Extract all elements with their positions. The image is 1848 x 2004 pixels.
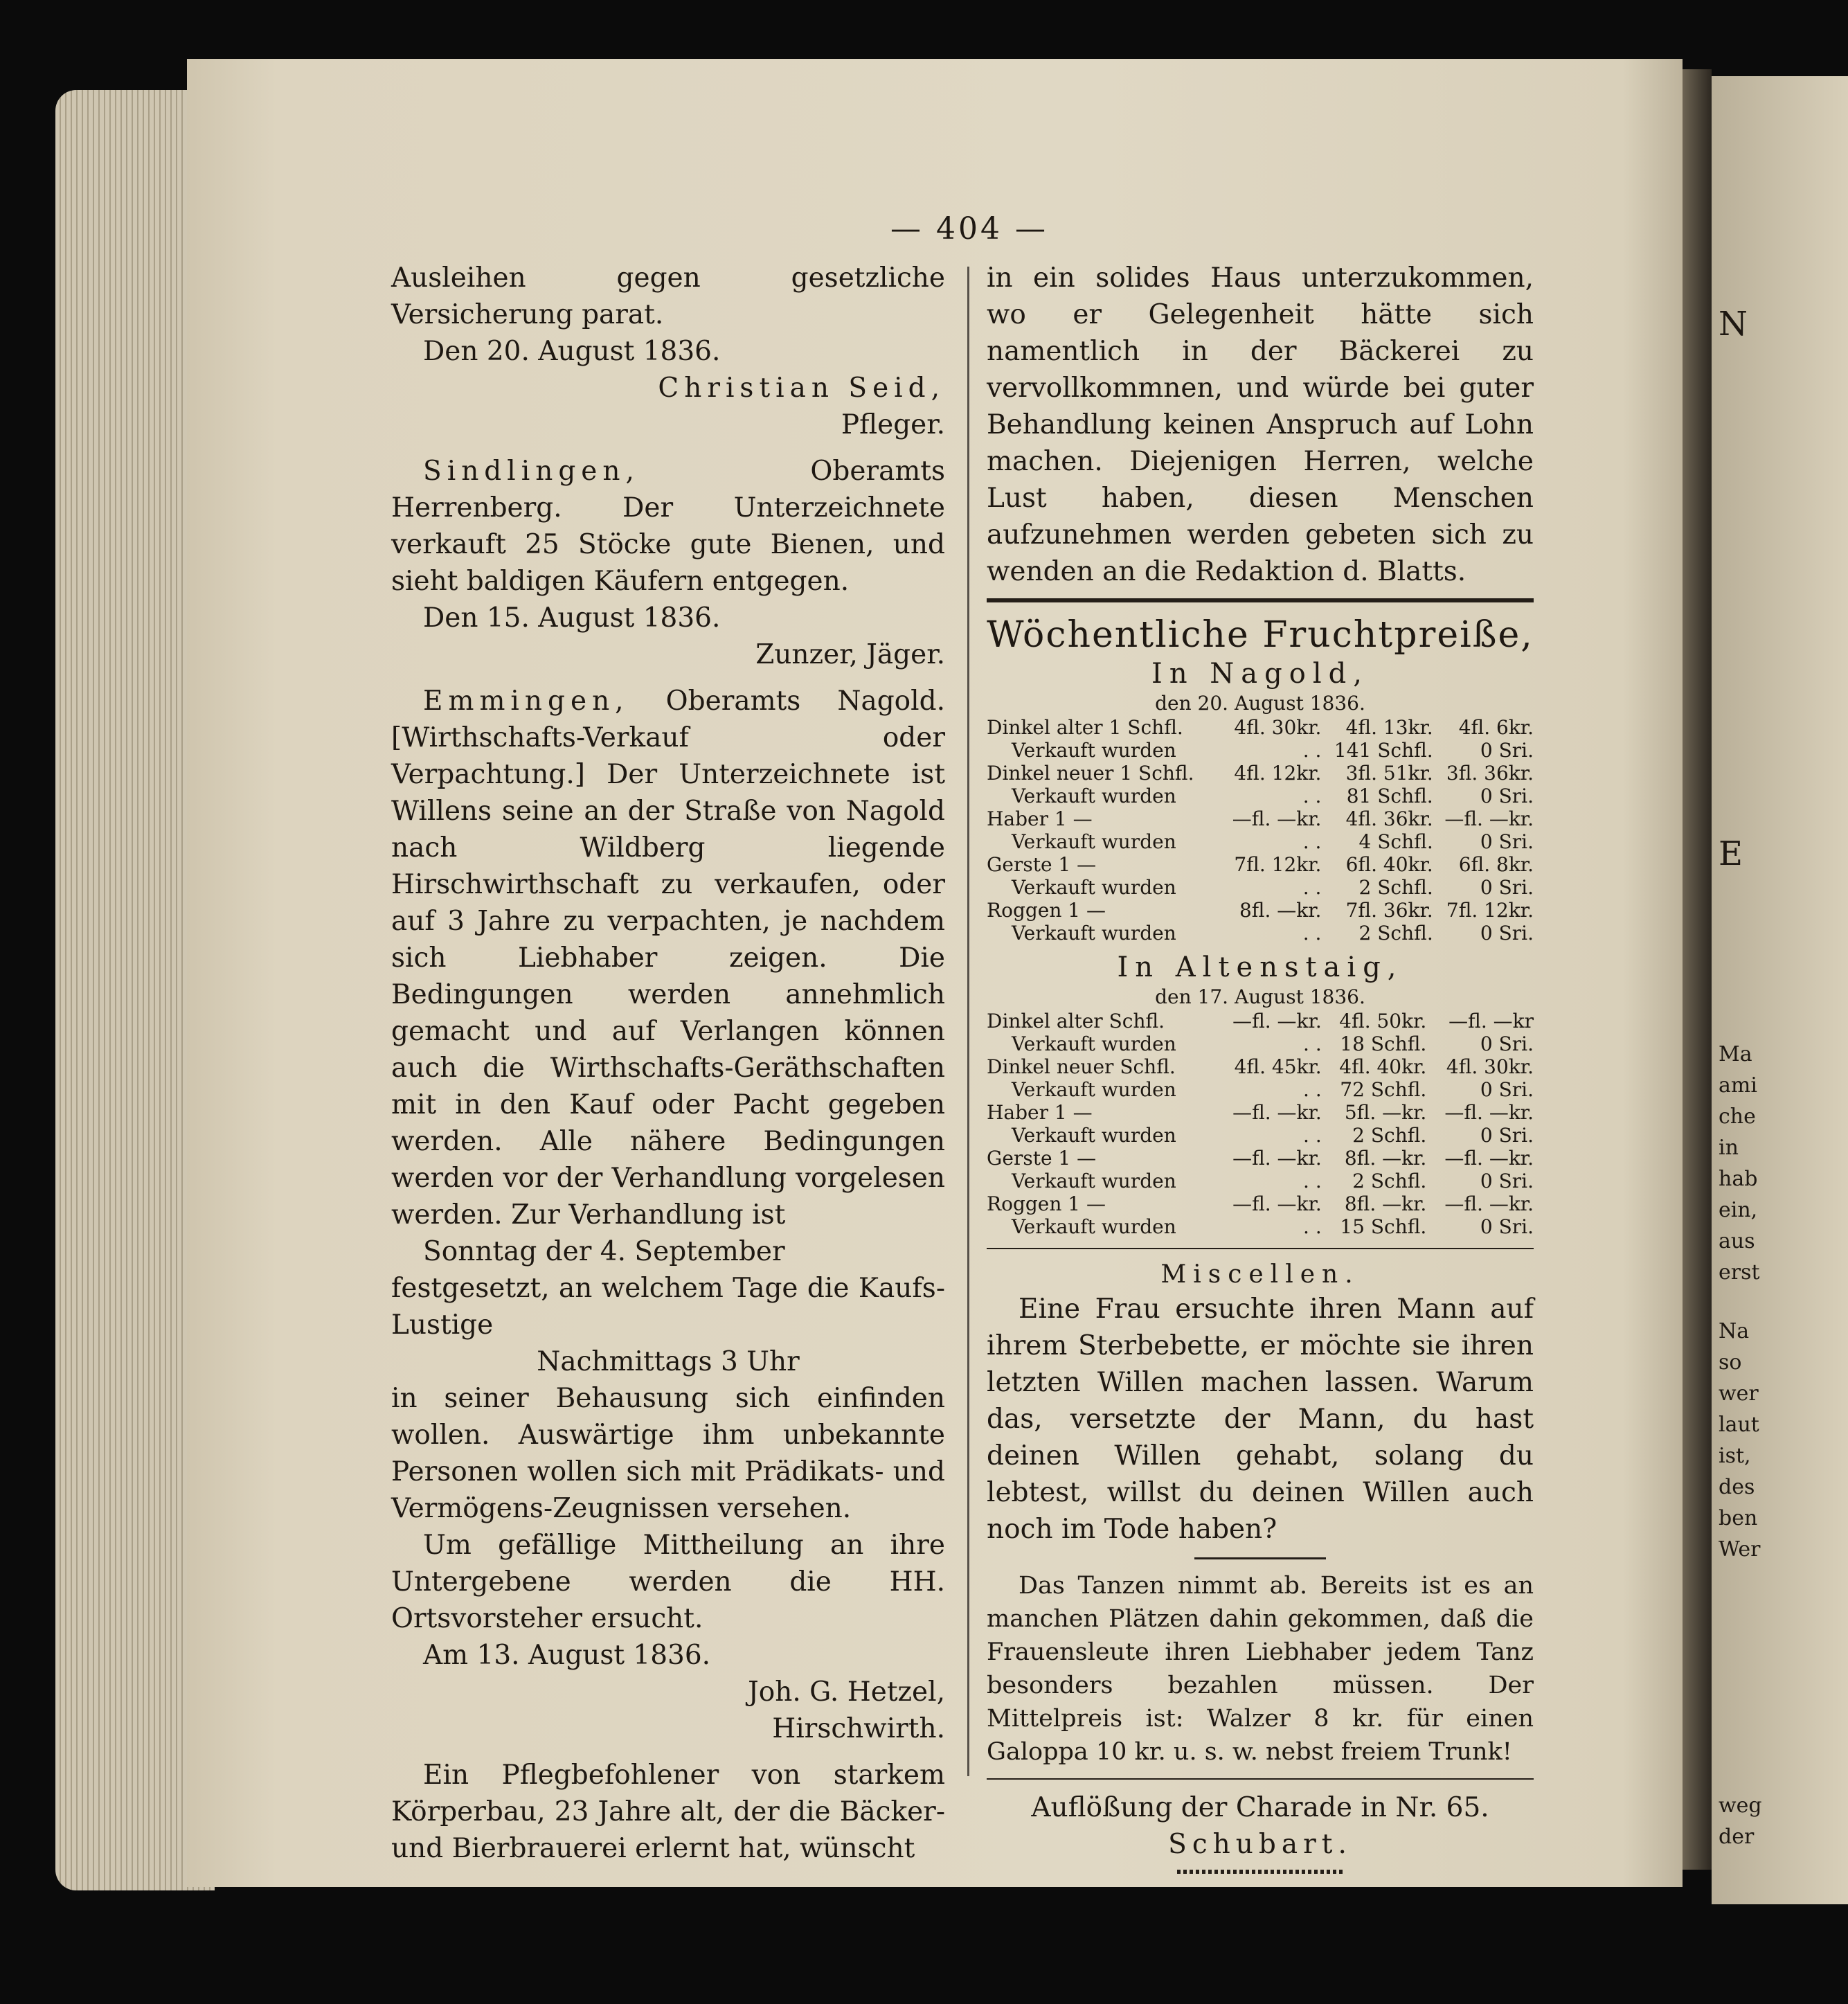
charade-answer: Schubart. — [1168, 1829, 1352, 1860]
price-value: 8fl. —kr. — [1239, 899, 1322, 922]
price-value: 4fl. 13kr. — [1345, 716, 1433, 739]
price-value: —fl. —kr. — [1444, 1101, 1534, 1124]
column-rule — [967, 267, 969, 1776]
next-page-text: E — [1719, 834, 1743, 873]
price-label: Verkauft wurden — [1012, 1170, 1176, 1192]
price-row — [987, 1055, 1534, 1078]
next-page-text: ein, — [1719, 1198, 1758, 1222]
next-page-text: so — [1719, 1350, 1742, 1375]
next-page-text: Ma — [1719, 1042, 1752, 1066]
short-rule — [1194, 1557, 1326, 1559]
next-page-text: hab — [1719, 1167, 1758, 1191]
price-value: . . — [1302, 830, 1322, 853]
next-page-text: laut — [1719, 1413, 1759, 1437]
price-row — [987, 853, 1534, 876]
section-rule — [987, 1248, 1534, 1249]
price-value: 7fl. 12kr. — [1446, 899, 1534, 922]
price-value: 15 Schfl. — [1340, 1215, 1427, 1238]
prices-date: den 20. August 1836. — [1155, 692, 1365, 715]
prices-date: den 17. August 1836. — [1155, 985, 1365, 1008]
price-value: 0 Sri. — [1480, 1124, 1534, 1147]
notice-paragraph — [391, 453, 945, 600]
price-value: 8fl. —kr. — [1344, 1147, 1427, 1170]
price-label: Dinkel alter Schfl. — [987, 1010, 1165, 1032]
price-value: 4fl. 50kr. — [1339, 1010, 1427, 1032]
notice-date: Den 20. August 1836. — [423, 336, 721, 367]
price-label: Verkauft wurden — [1012, 876, 1176, 899]
next-page-text: N — [1719, 305, 1748, 343]
next-page-fragment — [1712, 76, 1848, 1904]
price-value: 4fl. 6kr. — [1458, 716, 1534, 739]
notice-date: Den 15. August 1836. — [423, 602, 721, 634]
price-row — [987, 922, 1534, 945]
price-row — [987, 1170, 1534, 1192]
next-page-text: Na — [1719, 1319, 1750, 1343]
price-value: 4fl. 45kr. — [1234, 1055, 1322, 1078]
price-value: —fl. —kr. — [1232, 807, 1322, 830]
decorative-rule — [1177, 1870, 1343, 1874]
price-value: . . — [1302, 922, 1322, 945]
notice-paragraph — [391, 683, 945, 1233]
price-table-nagold — [987, 716, 1534, 945]
price-label: Verkauft wurden — [1012, 1215, 1176, 1238]
price-value: 2 Schfl. — [1352, 1170, 1427, 1192]
price-row — [987, 1010, 1534, 1032]
price-value: —fl. —kr. — [1232, 1010, 1322, 1032]
notice-line: Um gefällige Mittheilung an ihre Untergebene werden die HH. Ortsvorsteher ersucht. — [391, 1530, 945, 1634]
price-label: Gerste 1 — — [987, 853, 1097, 876]
next-page-text: erst — [1719, 1260, 1760, 1285]
section-rule — [987, 598, 1534, 602]
price-value: —fl. —kr. — [1444, 1192, 1534, 1215]
notice-place: Sindlingen, — [423, 456, 640, 487]
price-value: . . — [1302, 876, 1322, 899]
next-page-text: der — [1719, 1825, 1755, 1849]
price-value: . . — [1303, 1170, 1322, 1192]
notice-text: Oberamts Herrenberg. Der Unterzeichnete verkauft 25 Stöcke gute Bienen, und sieht baldigen Käufern entgegen. — [391, 456, 945, 597]
price-value: 8fl. —kr. — [1344, 1192, 1427, 1215]
misc-heading: Miscellen. — [1160, 1260, 1360, 1289]
next-page-text: ami — [1719, 1073, 1757, 1098]
left-column — [391, 260, 945, 1867]
book-gutter — [1683, 69, 1712, 1870]
misc-paragraph: Eine Frau ersuchte ihren Mann auf ihrem Sterbebette, er möchte sie ihren letzten Willen machen lassen. Warum das, versetzte der Mann, du hast deinen Willen gehabt, solang du lebtest, willst du deinen Willen auch noch im Tode haben? — [987, 1294, 1534, 1545]
price-value: 0 Sri. — [1480, 1078, 1534, 1101]
price-value: 4fl. 12kr. — [1234, 762, 1322, 785]
price-value: 0 Sri. — [1480, 876, 1534, 899]
section-rule — [987, 1778, 1534, 1780]
notice-line: in seiner Behausung sich einfinden wollen. Auswärtige ihm unbekannte Personen wollen sich mit Prädikats- und Vermögens-Zeugnissen versehen. — [391, 1383, 945, 1524]
price-value: . . — [1303, 1124, 1322, 1147]
price-value: 2 Schfl. — [1358, 876, 1433, 899]
price-label: Verkauft wurden — [1012, 1078, 1176, 1101]
next-page-text: wer — [1719, 1381, 1759, 1406]
price-table-altensteig — [987, 1010, 1534, 1238]
price-value: 0 Sri. — [1480, 1170, 1534, 1192]
price-row — [987, 739, 1534, 762]
price-value: . . — [1302, 785, 1322, 807]
page-number: — 404 — — [890, 211, 1048, 247]
notice-paragraph: in ein solides Haus unterzukommen, wo er Gelegenheit hätte sich namentlich in der Bäckerei zu vervollkommnen, und würde bei guter Behandlung keinen Anspruch auf Lohn machen. Diejenigen Herren, welche Lust haben, diesen Menschen aufzunehmen werden gebeten sich zu wenden an die Redaktion d. Blatts. — [987, 262, 1534, 587]
price-value: 0 Sri. — [1480, 1032, 1534, 1055]
notice-line: Nachmittags 3 Uhr — [537, 1346, 800, 1377]
price-value: . . — [1303, 1078, 1322, 1101]
price-value: . . — [1302, 739, 1322, 762]
price-value: 4 Schfl. — [1358, 830, 1433, 853]
price-value: 3fl. 51kr. — [1345, 762, 1433, 785]
price-value: —fl. —kr. — [1232, 1101, 1322, 1124]
price-label: Dinkel neuer 1 Schfl. — [987, 762, 1194, 785]
prices-place: In Altenstaig, — [1117, 951, 1403, 983]
price-value: —fl. —kr. — [1444, 1147, 1534, 1170]
notice-signature-role: Hirschwirth. — [772, 1713, 945, 1744]
price-row — [987, 762, 1534, 785]
price-label: Haber 1 — — [987, 1101, 1093, 1124]
price-row — [987, 716, 1534, 739]
price-value: 6fl. 40kr. — [1345, 853, 1433, 876]
notice-signature: Christian Seid, — [658, 373, 945, 404]
price-value: 18 Schfl. — [1340, 1032, 1427, 1055]
notice-line: Sonntag der 4. September — [423, 1236, 785, 1267]
price-label: Verkauft wurden — [1012, 922, 1176, 945]
price-row — [987, 899, 1534, 922]
prices-title: Wöchentliche Fruchtpreiße, — [987, 614, 1534, 656]
price-label: Verkauft wurden — [1012, 1032, 1176, 1055]
price-value: 4fl. 40kr. — [1339, 1055, 1427, 1078]
price-label: Verkauft wurden — [1012, 830, 1176, 853]
price-value: 4fl. 30kr. — [1234, 716, 1322, 739]
price-row — [987, 1101, 1534, 1124]
price-value: . . — [1303, 1215, 1322, 1238]
price-row — [987, 1192, 1534, 1215]
notice-signature: Zunzer, Jäger. — [755, 639, 945, 670]
price-row — [987, 1078, 1534, 1101]
notice-signature-role: Pfleger. — [841, 409, 945, 440]
price-value: 7fl. 36kr. — [1345, 899, 1433, 922]
price-value: 72 Schfl. — [1340, 1078, 1427, 1101]
price-value: 4fl. 30kr. — [1446, 1055, 1534, 1078]
price-row — [987, 785, 1534, 807]
notice-date: Am 13. August 1836. — [423, 1640, 711, 1671]
price-value: 0 Sri. — [1480, 1215, 1534, 1238]
price-label: Roggen 1 — — [987, 899, 1106, 922]
price-row — [987, 807, 1534, 830]
price-row — [987, 876, 1534, 899]
price-value: 0 Sri. — [1480, 830, 1534, 853]
next-page-text: ben — [1719, 1506, 1758, 1530]
price-value: 0 Sri. — [1480, 922, 1534, 945]
price-value: 0 Sri. — [1480, 785, 1534, 807]
notice-line: festgesetzt, an welchem Tage die Kaufs-Lustige — [391, 1273, 945, 1341]
price-label: Verkauft wurden — [1012, 739, 1176, 762]
charade-line: Auflößung der Charade in Nr. 65. — [1031, 1792, 1489, 1823]
prices-place: In Nagold, — [1151, 658, 1369, 690]
price-label: Dinkel alter 1 Schfl. — [987, 716, 1183, 739]
price-value: 4fl. 36kr. — [1345, 807, 1433, 830]
price-row — [987, 1124, 1534, 1147]
price-value: —fl. —kr. — [1444, 807, 1534, 830]
price-value: 3fl. 36kr. — [1446, 762, 1534, 785]
price-value: —fl. —kr. — [1232, 1147, 1322, 1170]
price-row — [987, 1147, 1534, 1170]
price-label: Verkauft wurden — [1012, 785, 1176, 807]
next-page-text: che — [1719, 1104, 1756, 1129]
price-value: 0 Sri. — [1480, 739, 1534, 762]
misc-paragraph: Das Tanzen nimmt ab. Bereits ist es an manchen Plätzen dahin gekommen, daß die Frauensleute ihren Liebhaber jedem Tanz besonders bezahlen müssen. Der Mittelpreis ist: Walzer 8 kr. für einen Galoppa 10 kr. u. s. w. nebst freiem Trunk! — [987, 1572, 1534, 1766]
price-label: Roggen 1 — — [987, 1192, 1106, 1215]
price-value: . . — [1303, 1032, 1322, 1055]
notice-paragraph: Ein Pflegbefohlener von starkem Körperbau, 23 Jahre alt, der die Bäcker- und Bierbrauerei erlernt hat, wünscht — [391, 1760, 945, 1864]
price-label: Gerste 1 — — [987, 1147, 1097, 1170]
price-row — [987, 1215, 1534, 1238]
price-value: —fl. —kr — [1448, 1010, 1534, 1032]
price-label: Dinkel neuer Schfl. — [987, 1055, 1176, 1078]
next-page-text: ist, — [1719, 1444, 1751, 1468]
price-label: Verkauft wurden — [1012, 1124, 1176, 1147]
price-value: 2 Schfl. — [1352, 1124, 1427, 1147]
next-page-text: des — [1719, 1475, 1755, 1499]
price-row — [987, 830, 1534, 853]
next-page-text: in — [1719, 1136, 1739, 1160]
notice-paragraph: Ausleihen gegen gesetzliche Versicherung parat. — [391, 262, 945, 330]
notice-place: Emmingen, — [423, 686, 629, 717]
price-row — [987, 1032, 1534, 1055]
price-value: 5fl. —kr. — [1344, 1101, 1427, 1124]
right-column — [987, 260, 1534, 1874]
price-value: 6fl. 8kr. — [1458, 853, 1534, 876]
price-value: 2 Schfl. — [1358, 922, 1433, 945]
notice-text: Oberamts Nagold. [Wirthschafts-Verkauf oder Verpachtung.] Der Unterzeichnete ist Willens seine an der Straße von Nagold nach Wildberg liegende Hirschwirthschaft zu verkaufen, oder auf 3 Jahre zu verpachten, je nachdem sich Liebhaber zeigen. Die Bedingungen werden annehmlich gemacht und auf Verlangen können auch die Wirthschafts-Geräthschaften mit in den Kauf oder Pacht gegeben werden. Alle nähere Bedingungen werden vor der Verhandlung vorgelesen werden. Zur Verhandlung ist — [391, 686, 945, 1231]
price-value: 81 Schfl. — [1346, 785, 1433, 807]
price-value: —fl. —kr. — [1232, 1192, 1322, 1215]
price-value: 7fl. 12kr. — [1234, 853, 1322, 876]
price-value: 141 Schfl. — [1334, 739, 1433, 762]
price-label: Haber 1 — — [987, 807, 1093, 830]
notice-signature: Joh. G. Hetzel, — [748, 1676, 945, 1708]
next-page-text: weg — [1719, 1793, 1762, 1818]
next-page-text: Wer — [1719, 1537, 1761, 1562]
next-page-text: aus — [1719, 1229, 1755, 1253]
